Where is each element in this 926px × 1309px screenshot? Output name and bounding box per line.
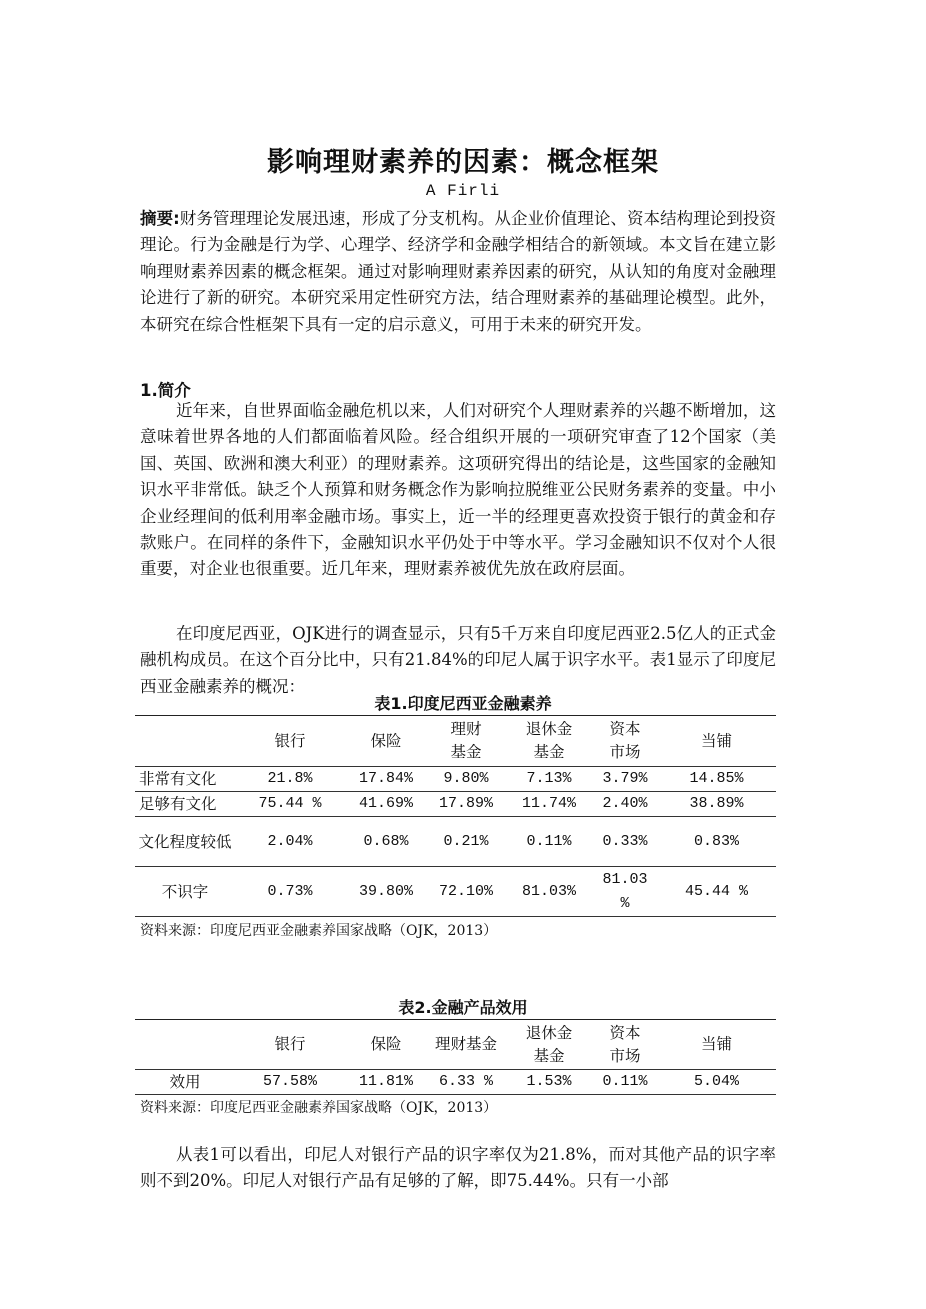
table-cell: 11.81%	[345, 1070, 427, 1095]
intro-paragraph-2: 在印度尼西亚，OJK进行的调查显示，只有5千万来自印度尼西亚2.5亿人的正式金融机构成员。在这个百分比中，只有21.84%的印尼人属于识字水平。表1显示了印度尼西亚金融素养的概况：	[140, 624, 776, 696]
header-cell: 理财基金	[427, 1020, 505, 1070]
table-cell: 41.69%	[345, 792, 427, 817]
row-label: 不识字	[135, 867, 235, 917]
table-cell: 1.53%	[505, 1070, 593, 1095]
row-label: 效用	[135, 1070, 235, 1095]
paper-title: 影响理财素养的因素：概念框架	[267, 147, 659, 178]
table1-header-row	[135, 716, 776, 767]
row-label: 非常有文化	[135, 767, 235, 792]
table-cell: 0.11%	[505, 817, 593, 867]
header-cell	[135, 716, 235, 767]
header-cell: 当铺	[657, 1020, 776, 1070]
table-cell: 6.33 %	[427, 1070, 505, 1095]
table2	[135, 1019, 776, 1095]
table-cell: 14.85%	[657, 767, 776, 792]
table-cell: 7.13%	[505, 767, 593, 792]
table-cell: 21.8%	[235, 767, 345, 792]
table-cell: 17.84%	[345, 767, 427, 792]
row-label: 文化程度较低	[135, 817, 235, 867]
row-label: 足够有文化	[135, 792, 235, 817]
abstract-text: 财务管理理论发展迅速，形成了分支机构。从企业价值理论、资本结构理论到投资理论。行为金融是行为学、心理学、经济学和金融学相结合的新领域。本文旨在建立影响理财素养因素的概念框架。通过对影响理财素养因素的研究，从认知的角度对金融理论进行了新的研究。本研究采用定性研究方法，结合理财素养的基础理论模型。此外，本研究在综合性框架下具有一定的启示意义，可用于未来的研究开发。	[140, 209, 776, 334]
header-cell: 理财 基金	[427, 716, 505, 767]
section-heading: 1.简介	[140, 381, 191, 400]
header-cell: 银行	[235, 1020, 345, 1070]
header-cell: 保险	[345, 1020, 427, 1070]
header-cell: 资本 市场	[593, 716, 657, 767]
table-row	[135, 767, 776, 792]
intro-paragraph-1: 近年来，自世界面临金融危机以来，人们对研究个人理财素养的兴趣不断增加，这意味着世界各地的人们都面临着风险。经合组织开展的一项研究审查了12个国家（美国、英国、欧洲和澳大利亚）的理财素养。这项研究得出的结论是，这些国家的金融知识水平非常低。缺乏个人预算和财务概念作为影响拉脱维亚公民财务素养的变量。中小企业经理间的低利用率金融市场。事实上，近一半的经理更喜欢投资于银行的黄金和存款账户。在同样的条件下，金融知识水平仍处于中等水平。学习金融知识不仅对个人很重要，对企业也很重要。近几年来，理财素养被优先放在政府层面。	[140, 401, 776, 579]
header-cell: 资本市场	[593, 1020, 657, 1070]
table-cell: 2.40%	[593, 792, 657, 817]
header-cell: 退休金 基金	[505, 716, 593, 767]
table-row	[135, 1070, 776, 1095]
table2-caption: 表2.金融产品效用	[398, 998, 528, 1017]
table-cell: 57.58%	[235, 1070, 345, 1095]
table-cell: 5.04%	[657, 1070, 776, 1095]
abstract-label: 摘要:	[140, 209, 180, 228]
table-cell: 81.03%	[505, 867, 593, 917]
table-cell: 75.44 %	[235, 792, 345, 817]
table-cell: 0.83%	[657, 817, 776, 867]
table-cell: 0.21%	[427, 817, 505, 867]
header-cell: 银行	[235, 716, 345, 767]
header-cell: 保险	[345, 716, 427, 767]
table-cell: 0.68%	[345, 817, 427, 867]
table-cell: 72.10%	[427, 867, 505, 917]
author: A Firli	[425, 182, 501, 200]
table-cell: 39.80%	[345, 867, 427, 917]
table2-header-row	[135, 1020, 776, 1070]
table-row	[135, 792, 776, 817]
table1	[135, 715, 776, 917]
table-cell: 3.79%	[593, 767, 657, 792]
table-cell: 0.73%	[235, 867, 345, 917]
table1-source: 资料来源：印度尼西亚金融素养国家战略（OJK，2013）	[140, 923, 498, 939]
header-cell: 退休金基金	[505, 1020, 593, 1070]
table-cell: 0.11%	[593, 1070, 657, 1095]
table-cell: 45.44 %	[657, 867, 776, 917]
table-row	[135, 867, 776, 917]
table-cell: 17.89%	[427, 792, 505, 817]
table1-caption: 表1.印度尼西亚金融素养	[374, 694, 552, 713]
table-cell: 2.04%	[235, 817, 345, 867]
table-cell: 9.80%	[427, 767, 505, 792]
table-cell: 11.74%	[505, 792, 593, 817]
abstract	[140, 206, 776, 338]
table-cell: 38.89%	[657, 792, 776, 817]
header-cell: 当铺	[657, 716, 776, 767]
discussion-paragraph: 从表1可以看出，印尼人对银行产品的识字率仅为21.8%，而对其他产品的识字率则不到20%。印尼人对银行产品有足够的了解，即75.44%。只有一小部	[140, 1145, 776, 1191]
table-cell: 0.33%	[593, 817, 657, 867]
table-cell: 81.03 %	[593, 867, 657, 917]
table-row	[135, 817, 776, 867]
header-cell	[135, 1020, 235, 1070]
table2-source: 资料来源：印度尼西亚金融素养国家战略（OJK，2013）	[140, 1100, 498, 1116]
